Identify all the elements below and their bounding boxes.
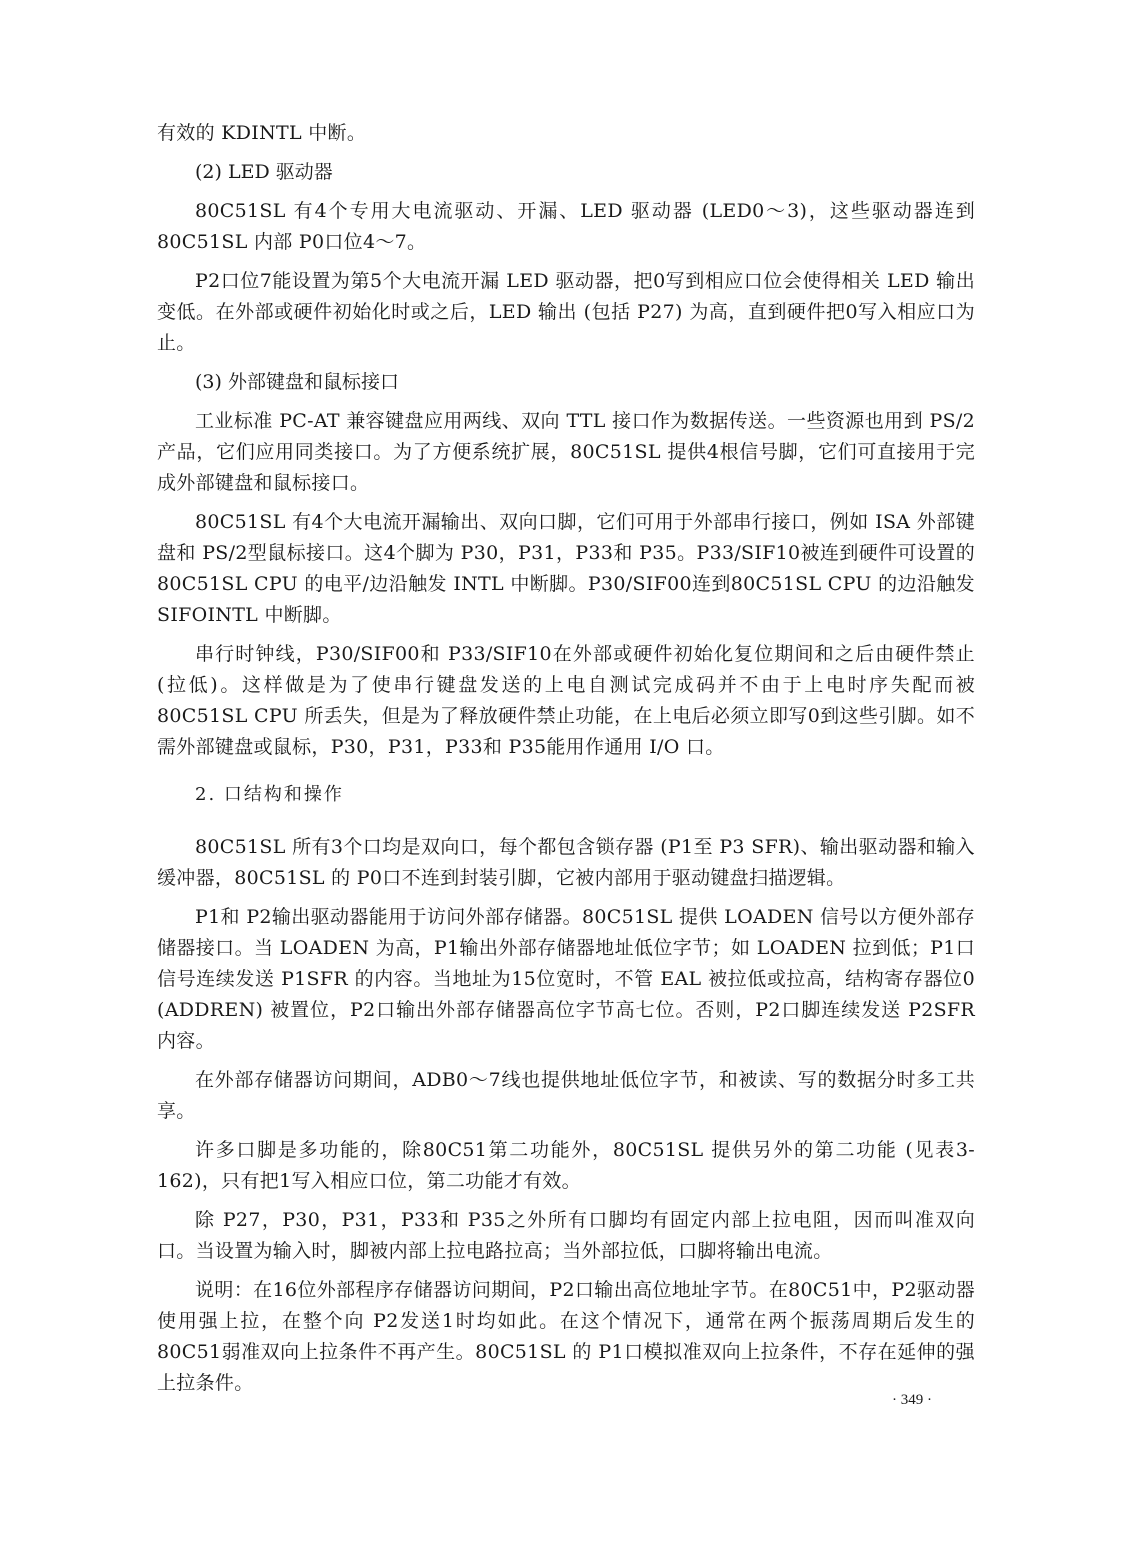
- paragraph: 80C51SL 有4个专用大电流驱动、开漏、LED 驱动器 (LED0～3)，这些驱动器连到80C51SL 内部 P0口位4～7。: [157, 200, 975, 253]
- page-number: · 349 ·: [892, 1392, 932, 1408]
- paragraph: 工业标准 PC-AT 兼容键盘应用两线、双向 TTL 接口作为数据传送。一些资源也用到 PS/2产品，它们应用同类接口。为了方便系统扩展，80C51SL 提供4根信号脚，它们可直接用于完成外部键盘和鼠标接口。: [157, 410, 975, 494]
- paragraph-continuation: 有效的 KDINTL 中断。: [157, 122, 367, 144]
- paragraph: 除 P27，P30，P31，P33和 P35之外所有口脚均有固定内部上拉电阻，因而叫准双向口。当设置为输入时，脚被内部上拉电路拉高；当外部拉低，口脚将输出电流。: [157, 1209, 975, 1262]
- section-title: 2. 口结构和操作: [195, 784, 344, 805]
- paragraph: P1和 P2输出驱动器能用于访问外部存储器。80C51SL 提供 LOADEN 信号以方便外部存储器接口。当 LOADEN 为高，P1输出外部存储器地址低位字节；如 LOADEN 拉到低；P1口信号连续发送 P1SFR 的内容。当地址为15位宽时，不管 EAL 被拉低或拉高，结构寄存器位0 (ADDREN) 被置位，P2口输出外部存储器高位字节高七位。否则，P2口脚连续发送 P2SFR 内容。: [157, 906, 975, 1052]
- paragraph-note: 说明：在16位外部程序存储器访问期间，P2口输出高位地址字节。在80C51中，P2驱动器使用强上拉，在整个向 P2发送1时均如此。在这个情况下，通常在两个振荡周期后发生的80C51弱准双向上拉条件不再产生。80C51SL 的 P1口模拟准双向上拉条件，不存在延伸的强上拉条件。: [157, 1279, 975, 1394]
- paragraph: 许多口脚是多功能的，除80C51第二功能外，80C51SL 提供另外的第二功能 (见表3-162)，只有把1写入相应口位，第二功能才有效。: [157, 1139, 975, 1192]
- subheading-keyboard-mouse: (3) 外部键盘和鼠标接口: [195, 371, 399, 393]
- paragraph: P2口位7能设置为第5个大电流开漏 LED 驱动器，把0写到相应口位会使得相关 LED 输出变低。在外部或硬件初始化时或之后，LED 输出 (包括 P27) 为高，直到硬件把0写入相应口为止。: [157, 270, 975, 354]
- page-body: [157, 118, 975, 1407]
- paragraph: 在外部存储器访问期间，ADB0～7线也提供地址低位字节，和被读、写的数据分时多工共享。: [157, 1069, 975, 1122]
- subheading-led-driver: (2) LED 驱动器: [195, 161, 333, 183]
- paragraph: 80C51SL 所有3个口均是双向口，每个都包含锁存器 (P1至 P3 SFR)、输出驱动器和输入缓冲器，80C51SL 的 P0口不连到封装引脚，它被内部用于驱动键盘扫描逻辑。: [157, 836, 975, 889]
- paragraph: 串行时钟线，P30/SIF00和 P33/SIF10在外部或硬件初始化复位期间和之后由硬件禁止 (拉低)。这样做是为了使串行键盘发送的上电自测试完成码并不由于上电时序失配而被80C51SL CPU 所丢失，但是为了释放硬件禁止功能，在上电后必须立即写0到这些引脚。如不需外部键盘或鼠标，P30，P31，P33和 P35能用作通用 I/O 口。: [157, 643, 975, 758]
- paragraph: 80C51SL 有4个大电流开漏输出、双向口脚，它们可用于外部串行接口，例如 ISA 外部键盘和 PS/2型鼠标接口。这4个脚为 P30，P31，P33和 P35。P33/SIF10被连到硬件可设置的80C51SL CPU 的电平/边沿触发 INTL 中断脚。P30/SIF00连到80C51SL CPU 的边沿触发 SIFOINTL 中断脚。: [157, 511, 975, 626]
